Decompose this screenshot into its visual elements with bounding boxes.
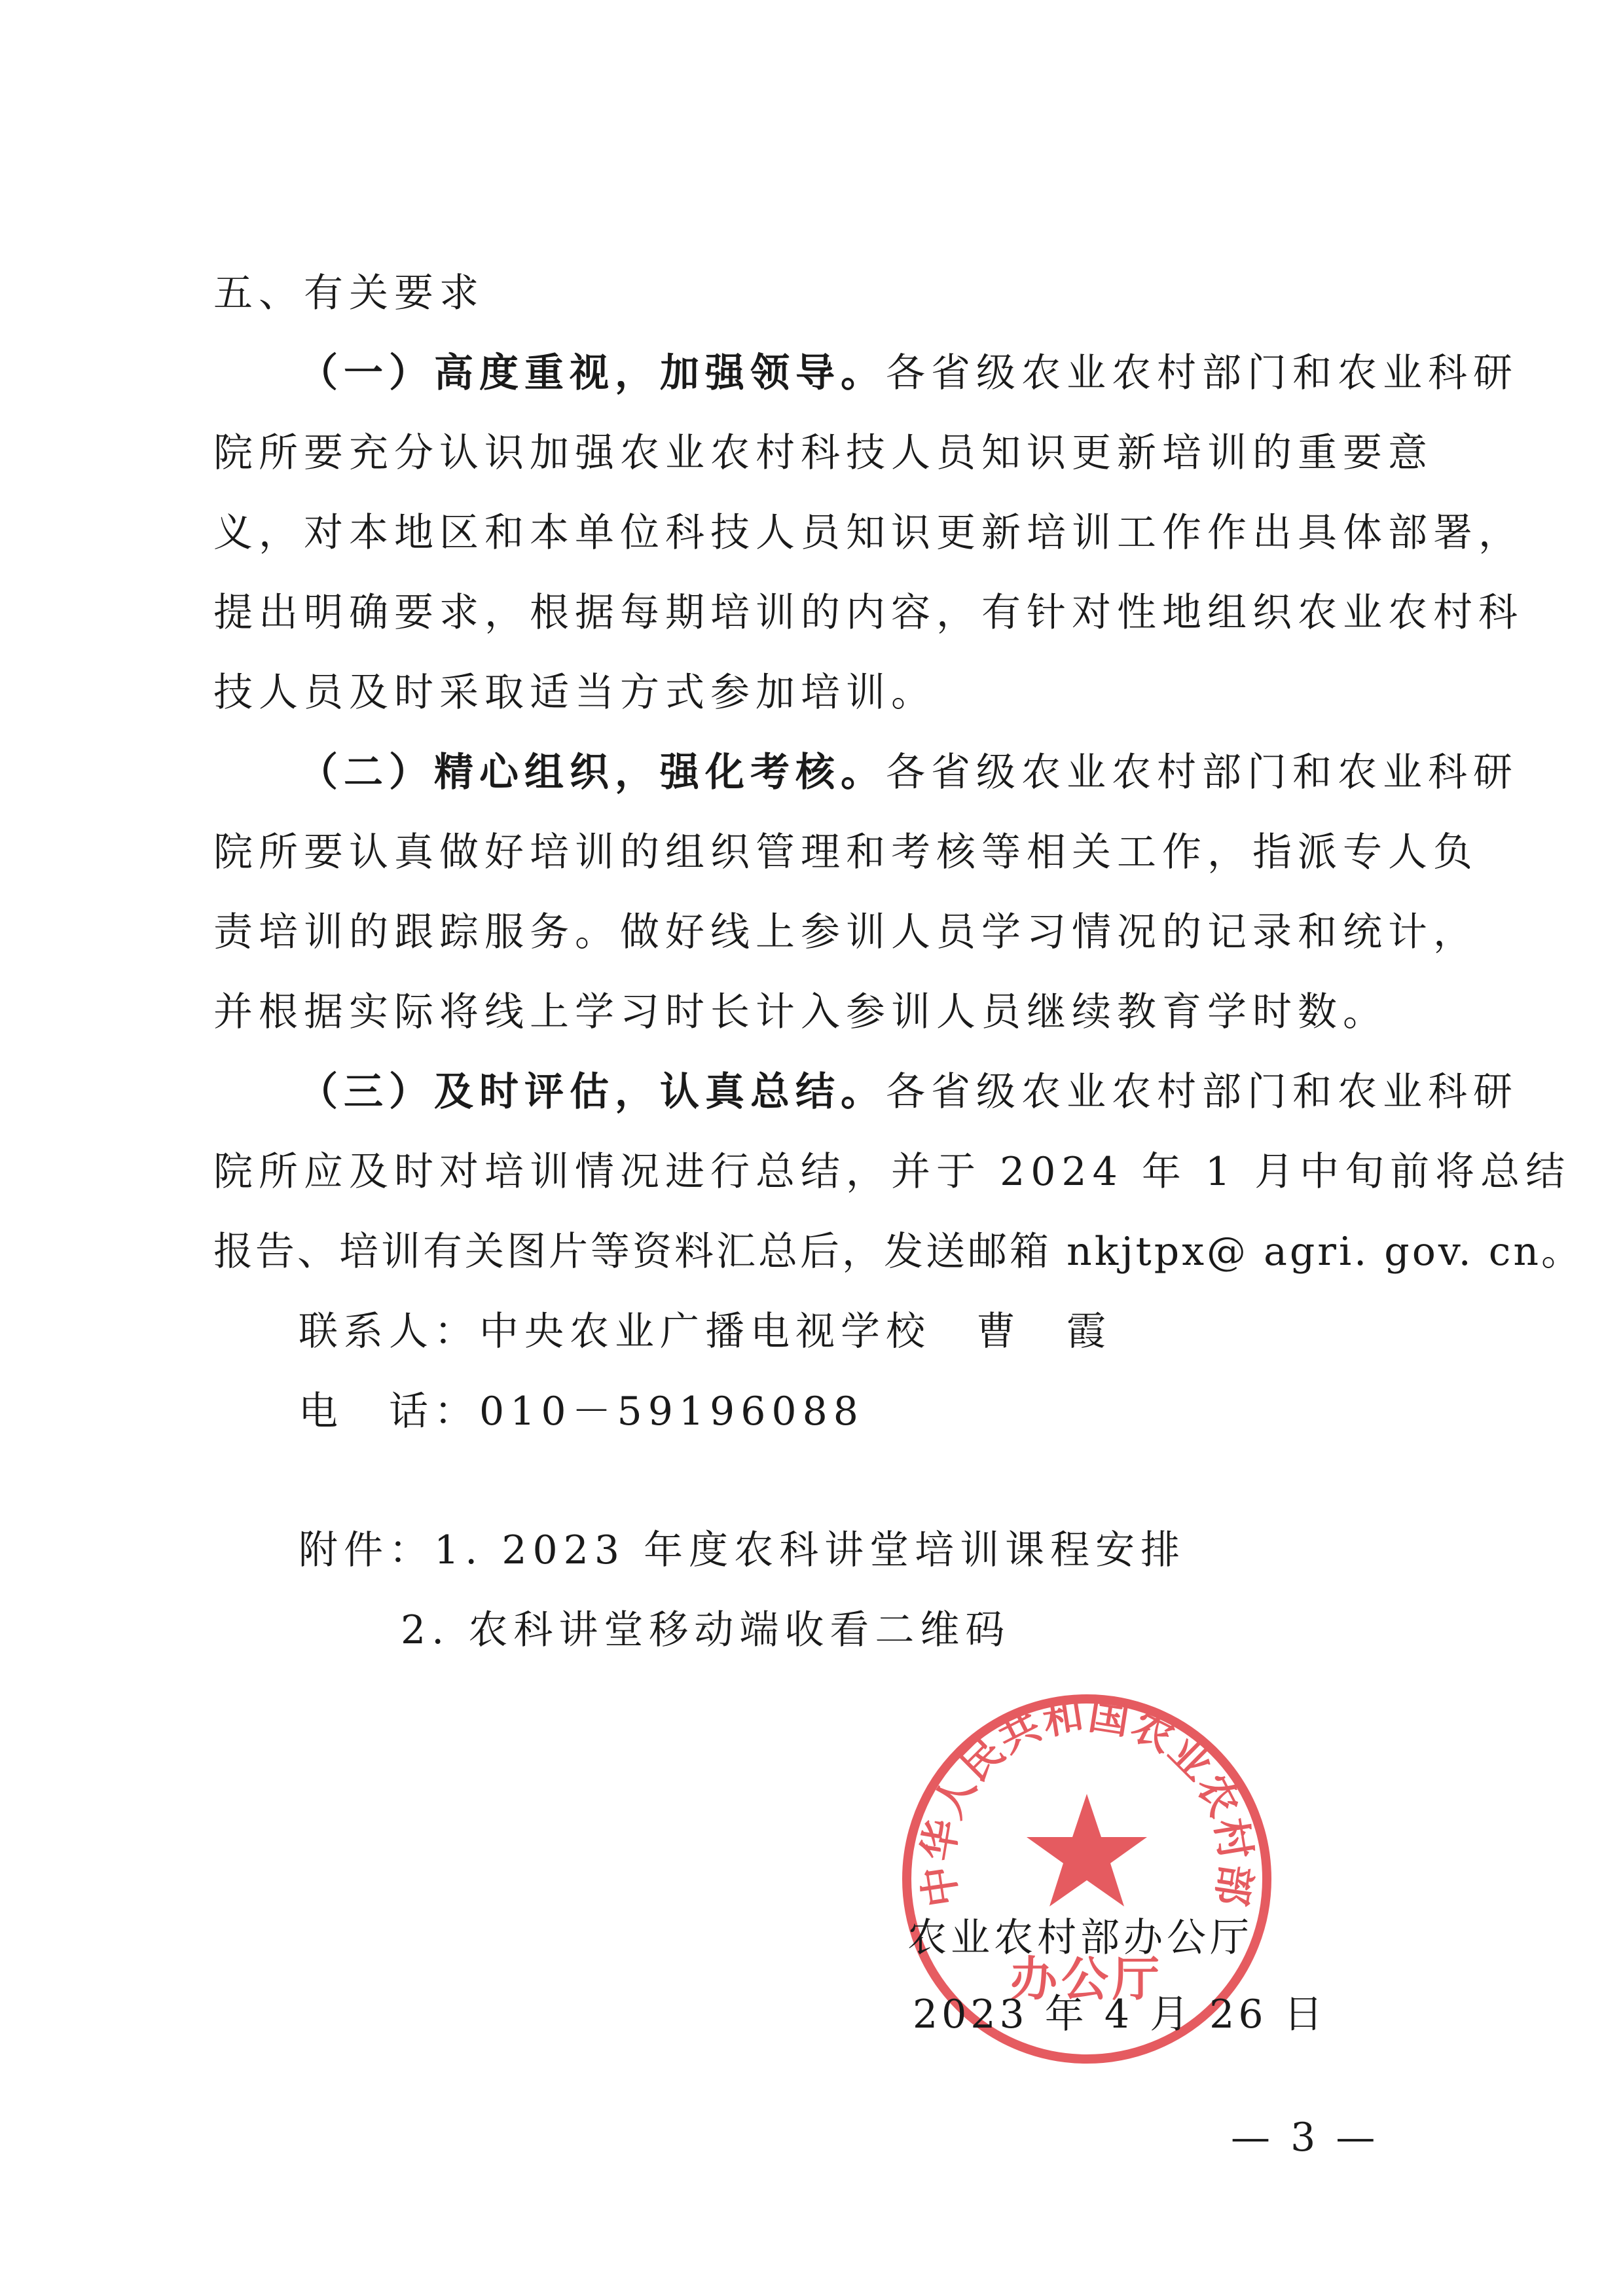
paragraph-2-line-4: 并根据实际将线上学习时长计入参训人员继续教育学时数。 — [213, 989, 1388, 1035]
paragraph-3-line-2: 院所应及时对培训情况进行总结，并于 2024 年 1 月中旬前将总结 — [213, 1149, 1571, 1195]
paragraph-2-lead: （二）精心组织，强化考核。 — [299, 750, 886, 795]
contact-phone: 电 话：010－59196088 — [299, 1389, 864, 1434]
paragraph-3-line-1-text: 各省级农业农村部门和农业科研 — [886, 1069, 1518, 1115]
paragraph-1-line-2: 院所要充分认识加强农业农村科技人员知识更新培训的重要意 — [213, 430, 1433, 476]
seal-star-icon — [1027, 1794, 1147, 1906]
paragraph-2-line-3: 责培训的跟踪服务。做好线上参训人员学习情况的记录和统计， — [213, 909, 1478, 955]
paragraph-3-line-1 — [299, 1066, 1518, 1118]
attachment-line-1: 附件：1. 2023 年度农科讲堂培训课程安排 — [299, 1527, 1186, 1573]
paragraph-3-line-3: 报告、培训有关图片等资料汇总后，发送邮箱 nkjtpx@ agri. gov. cn。 — [213, 1229, 1583, 1275]
paragraph-1-line-1 — [299, 347, 1518, 399]
section-heading: 五、有关要求 — [213, 270, 484, 316]
svg-text:办公厅: 办公厅 — [1010, 1952, 1164, 2007]
page-number: — 3 — — [1231, 2115, 1379, 2160]
paragraph-2-line-1-text: 各省级农业农村部门和农业科研 — [886, 750, 1518, 795]
paragraph-1-line-4: 提出明确要求，根据每期培训的内容，有针对性地组织农业农村科 — [213, 590, 1523, 636]
paragraph-1-line-1-text: 各省级农业农村部门和农业科研 — [886, 350, 1518, 396]
paragraph-1-line-3: 义，对本地区和本单位科技人员知识更新培训工作作出具体部署， — [213, 510, 1523, 556]
issuing-organization: 农业农村部办公厅 — [907, 1915, 1253, 1961]
paragraph-1-line-5: 技人员及时采取适当方式参加培训。 — [213, 670, 936, 716]
issue-date: 2023 年 4 月 26 日 — [913, 1992, 1327, 2037]
paragraph-3-lead: （三）及时评估，认真总结。 — [299, 1069, 886, 1115]
attachment-line-2: 2. 农科讲堂移动端收看二维码 — [401, 1607, 1011, 1653]
paragraph-2-line-2: 院所要认真做好培训的组织管理和考核等相关工作，指派专人负 — [213, 829, 1478, 875]
svg-text:中华人民共和国农业农村部: 中华人民共和国农业农村部 — [913, 1690, 1260, 1910]
paragraph-1-lead: （一）高度重视，加强领导。 — [299, 350, 886, 396]
paragraph-2-line-1 — [299, 746, 1518, 799]
contact-person: 联系人：中央农业广播电视学校 曹 霞 — [299, 1309, 1112, 1355]
